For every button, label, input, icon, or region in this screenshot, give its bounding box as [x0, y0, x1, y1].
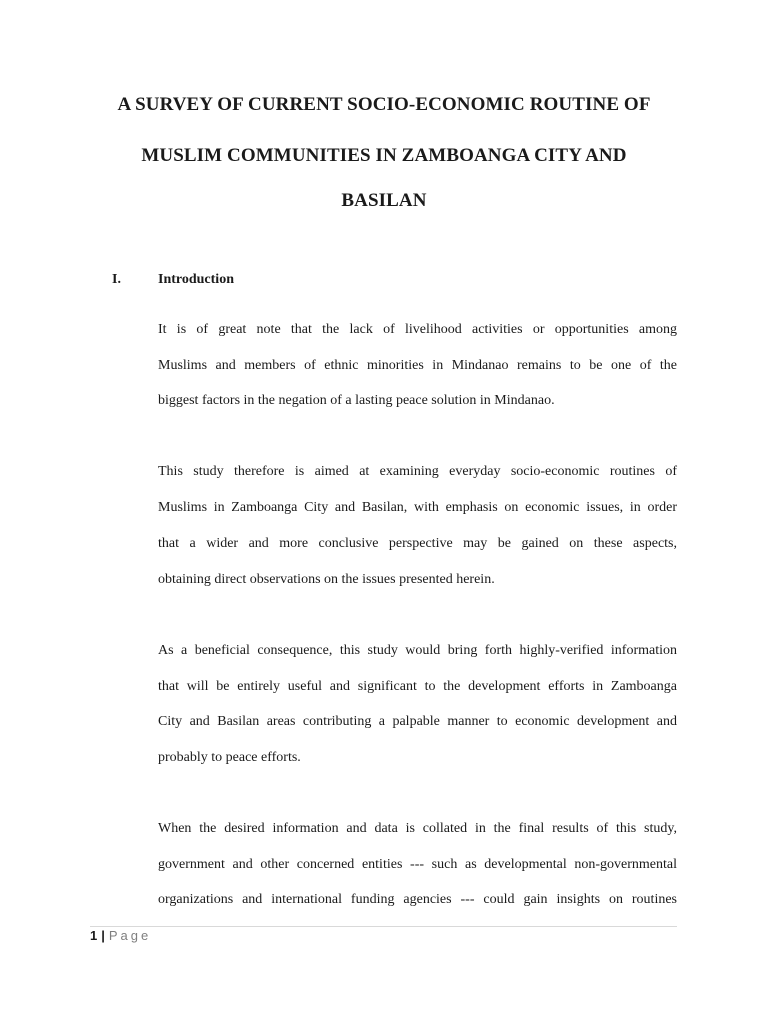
title-line-1: A SURVEY OF CURRENT SOCIO-ECONOMIC ROUTINE OF	[117, 94, 651, 115]
paragraph-3-line-3: City and Basilan areas contributing a palpable manner to economic development and	[158, 714, 677, 729]
page-number: 1	[90, 928, 98, 943]
paragraph-2-line-1: This study therefore is aimed at examining everyday socio-economic routines of	[158, 464, 677, 479]
footer-separator: |	[101, 928, 105, 943]
paragraph-3-line-4: probably to peace efforts.	[158, 750, 301, 765]
page-label: Page	[108, 928, 152, 943]
paragraph-4-line-1: When the desired information and data is collated in the final results of this study,	[158, 821, 677, 836]
paragraph-2-line-4: obtaining direct observations on the issues presented herein.	[158, 572, 495, 587]
paragraph-4-line-2: government and other concerned entities --- such as developmental non-governmental	[158, 857, 677, 872]
page-footer	[90, 928, 151, 944]
title-line-3: BASILAN	[341, 190, 427, 211]
paragraph-2-line-3: that a wider and more conclusive perspective may be gained on these aspects,	[158, 536, 677, 551]
paragraph-3-line-1: As a beneficial consequence, this study would bring forth highly-verified information	[158, 643, 677, 658]
paragraph-1-line-2: Muslims and members of ethnic minorities in Mindanao remains to be one of the	[158, 358, 677, 373]
section-heading: Introduction	[158, 272, 234, 287]
paragraph-1-line-3: biggest factors in the negation of a lasting peace solution in Mindanao.	[158, 393, 555, 408]
footer-divider	[90, 926, 677, 927]
paragraph-1-line-1: It is of great note that the lack of livelihood activities or opportunities among	[158, 322, 677, 337]
paragraph-3-line-2: that will be entirely useful and significant to the development efforts in Zamboanga	[158, 679, 677, 694]
paragraph-2-line-2: Muslims in Zamboanga City and Basilan, with emphasis on economic issues, in order	[158, 500, 677, 515]
section-number: I.	[112, 272, 121, 287]
paragraph-4-line-3: organizations and international funding agencies --- could gain insights on routines	[158, 892, 677, 907]
title-line-2: MUSLIM COMMUNITIES IN ZAMBOANGA CITY AND	[141, 145, 627, 166]
